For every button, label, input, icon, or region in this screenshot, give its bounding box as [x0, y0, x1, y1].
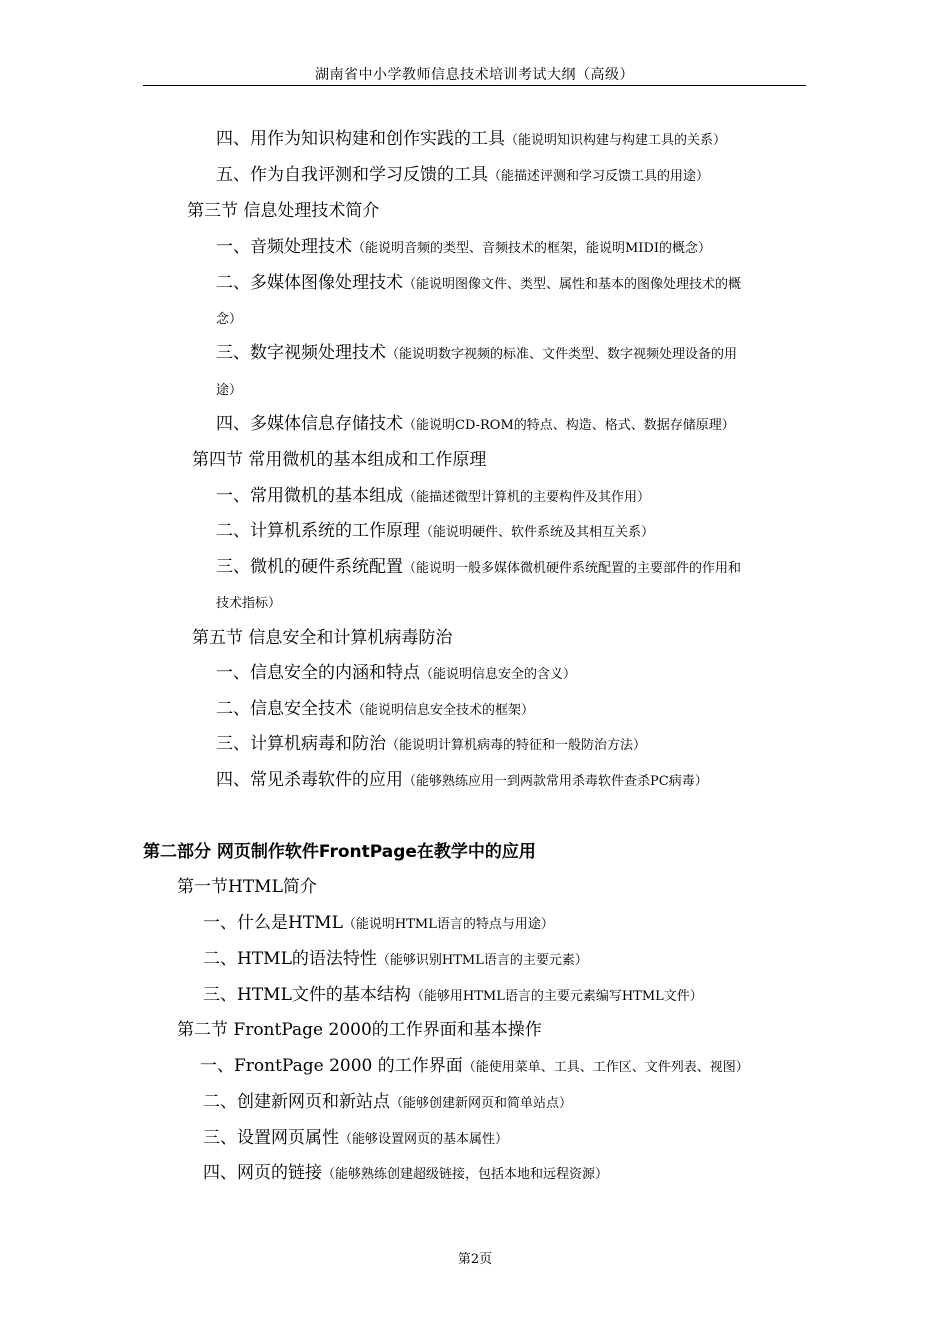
line-note: （能说明知识构建与构建工具的关系） [505, 133, 727, 148]
line-heading: 四、用作为知识构建和创作实践的工具 [216, 129, 505, 149]
line-heading: 第五节 信息安全和计算机病毒防治 [192, 628, 453, 648]
outline-line [216, 662, 576, 686]
outline-line [216, 342, 737, 366]
line-heading: 第一节HTML简介 [177, 877, 317, 897]
line-note: （能说明HTML语言的特点与用途） [342, 917, 554, 932]
outline-line [203, 1091, 572, 1115]
line-note: （能够熟练应用一到两款常用杀毒软件查杀PC病毒） [403, 774, 708, 789]
line-note: （能说明一般多媒体微机硬件系统配置的主要部件的作用和 [403, 561, 742, 576]
outline-line [203, 948, 588, 972]
line-heading: 一、音频处理技术 [216, 237, 352, 257]
outline-line [200, 1055, 749, 1079]
line-heading: 第二部分 网页制作软件FrontPage在教学中的应用 [143, 842, 536, 862]
line-note: （能说明音频的类型、音频技术的框架，能说明MIDI的概念） [352, 241, 712, 256]
outline-line [192, 449, 486, 473]
line-heading: 三、设置网页属性 [203, 1128, 339, 1148]
line-heading: 二、多媒体图像处理技术 [216, 273, 403, 293]
outline-line [203, 1127, 508, 1151]
page-number: 第2页 [457, 1252, 493, 1267]
outline-line [216, 733, 646, 757]
outline-line [203, 912, 554, 936]
line-heading: 三、计算机病毒和防治 [216, 734, 386, 754]
line-note: （能描述评测和学习反馈工具的用途） [488, 169, 710, 184]
outline-line [216, 556, 741, 580]
page-header-title: 湖南省中小学教师信息技术培训考试大纲（高级） [315, 67, 634, 83]
outline-line [203, 984, 703, 1008]
outline-line [203, 1162, 608, 1186]
line-heading: 一、什么是HTML [203, 913, 343, 933]
line-note: （能说明CD-ROM的特点、构造、格式、数据存储原理） [403, 418, 735, 433]
line-note: （能够创建新网页和简单站点） [390, 1096, 573, 1111]
outline-line [216, 485, 650, 509]
outline-line [216, 591, 281, 615]
outline-line [216, 698, 534, 722]
outline-line [187, 200, 379, 224]
outline-line [216, 128, 726, 152]
header-rule [143, 85, 806, 86]
line-note: （能说明图像文件、类型、属性和基本的图像处理技术的概 [403, 277, 742, 292]
outline-line [216, 413, 735, 437]
outline-line [216, 236, 711, 260]
outline-line [177, 876, 317, 900]
line-heading: 一、FrontPage 2000 的工作界面 [200, 1056, 463, 1076]
line-heading: 第三节 信息处理技术简介 [187, 201, 380, 221]
line-note: 技术指标） [216, 596, 282, 611]
outline-line [216, 769, 708, 793]
line-note: （能够用HTML语言的主要元素编写HTML文件） [410, 989, 703, 1004]
outline-line [216, 520, 654, 544]
line-note: （能描述微型计算机的主要构件及其作用） [403, 490, 651, 505]
line-heading: 四、网页的链接 [203, 1163, 322, 1183]
line-heading: 三、HTML文件的基本结构 [203, 985, 411, 1005]
line-note: （能说明计算机病毒的特征和一般防治方法） [386, 738, 647, 753]
outline-line [216, 164, 709, 188]
line-heading: 三、数字视频处理技术 [216, 343, 386, 363]
line-heading: 四、常见杀毒软件的应用 [216, 770, 403, 790]
outline-line [143, 841, 536, 865]
line-heading: 二、计算机系统的工作原理 [216, 521, 420, 541]
outline-line [216, 378, 242, 402]
line-note: （能说明硬件、软件系统及其相互关系） [420, 525, 655, 540]
line-heading: 四、多媒体信息存储技术 [216, 414, 403, 434]
line-note: （能说明信息安全技术的框架） [352, 703, 535, 718]
line-heading: 二、信息安全技术 [216, 699, 352, 719]
line-note: （能够熟练创建超级链接，包括本地和远程资源） [322, 1167, 609, 1182]
line-heading: 一、信息安全的内涵和特点 [216, 663, 420, 683]
line-heading: 第四节 常用微机的基本组成和工作原理 [192, 450, 487, 470]
line-heading: 一、常用微机的基本组成 [216, 486, 403, 506]
outline-line [192, 627, 452, 651]
line-note: （能说明数字视频的标准、文件类型、数字视频处理设备的用 [386, 347, 738, 362]
line-note: （能够识别HTML语言的主要元素） [376, 953, 588, 968]
line-note: （能使用菜单、工具、工作区、文件列表、视图） [462, 1060, 749, 1075]
line-note: 途） [216, 383, 243, 398]
line-heading: 三、微机的硬件系统配置 [216, 557, 403, 577]
line-heading: 第二节 FrontPage 2000的工作界面和基本操作 [177, 1020, 542, 1040]
outline-line [216, 272, 741, 296]
line-heading: 二、创建新网页和新站点 [203, 1092, 390, 1112]
line-heading: 二、HTML的语法特性 [203, 949, 377, 969]
outline-line [216, 307, 242, 331]
line-note: （能说明信息安全的含义） [420, 667, 577, 682]
line-note: 念） [216, 312, 243, 327]
outline-line [177, 1019, 542, 1043]
line-note: （能够设置网页的基本属性） [339, 1132, 509, 1147]
line-heading: 五、作为自我评测和学习反馈的工具 [216, 165, 488, 185]
